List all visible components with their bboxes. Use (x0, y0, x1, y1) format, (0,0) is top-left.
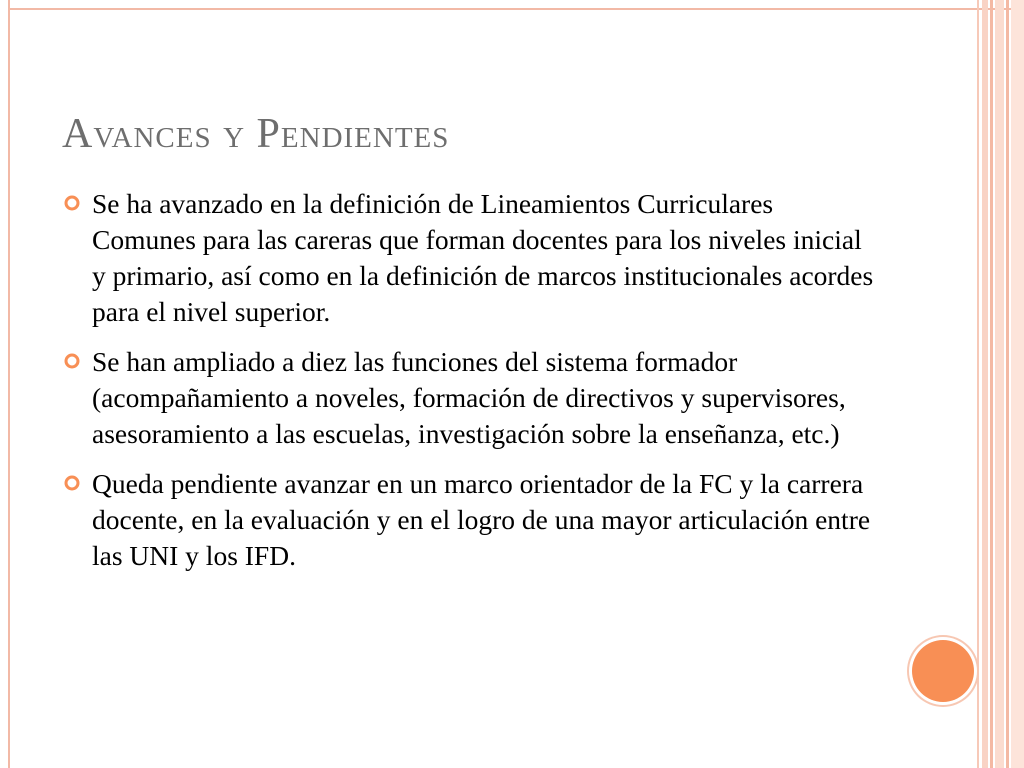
bullet-text: Queda pendiente avanzar en un marco orientador de la FC y la carrera docente, en la evaluación y en el logro de una mayor articulación entre las UNI y los IFD. (92, 468, 871, 571)
right-decorative-band (995, 0, 1004, 768)
right-decorative-band (990, 0, 993, 768)
bullet-item (62, 186, 882, 330)
right-decorative-band (982, 0, 988, 768)
orange-ring-bullet-icon (64, 195, 80, 211)
orange-ring-bullet-icon (64, 353, 80, 369)
bullet-text: Se ha avanzado en la definición de Lineamientos Curriculares Comunes para las careras que forman docentes para los niveles inicial y primario, así como en la definición de marcos institucionales acordes para el nivel superior. (92, 188, 874, 327)
orange-circle-decoration (912, 640, 974, 702)
bullet-text: Se han ampliado a diez las funciones del sistema formador (acompañamiento a noveles, formación de directivos y supervisores, asesoramiento a las escuelas, investigación sobre la enseñanza, etc.) (92, 346, 846, 449)
right-decorative-band (1011, 0, 1024, 768)
left-border-line (8, 0, 10, 768)
right-decorative-band (1006, 0, 1009, 768)
bullet-item (62, 344, 882, 452)
top-border-line (8, 8, 1024, 10)
right-decorative-band (977, 0, 979, 768)
orange-ring-bullet-icon (64, 475, 80, 491)
bullet-list (62, 186, 882, 588)
slide-title: Avances y Pendientes (62, 111, 450, 157)
bullet-item (62, 466, 882, 574)
